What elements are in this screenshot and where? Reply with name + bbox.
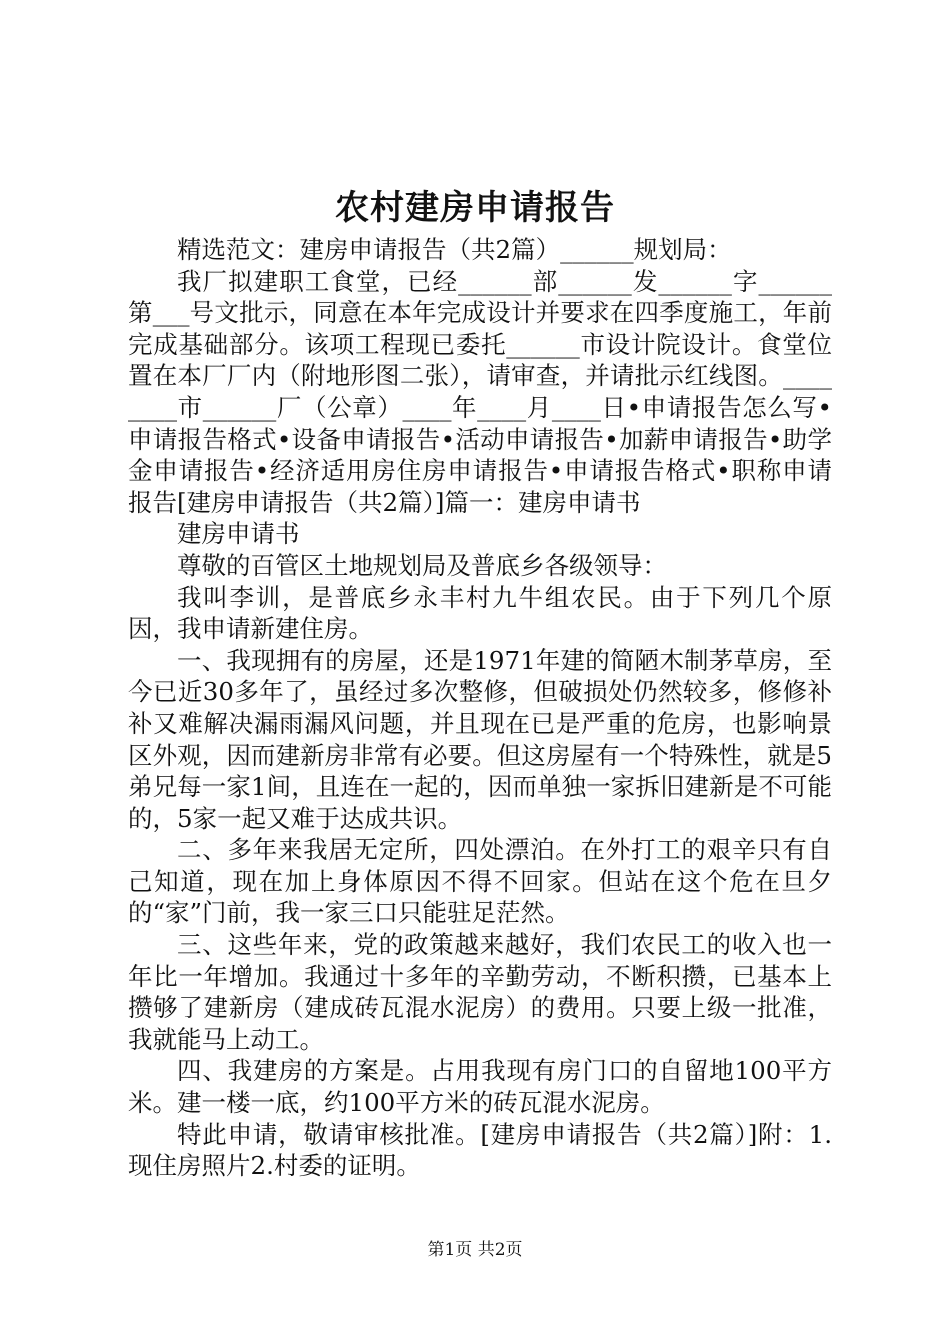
paragraph: 三、这些年来，党的政策越来越好，我们农民工的收入也一年比一年增加。我通过十多年的辛勤劳动，不断积攒，已基本上攒够了建新房（建成砖瓦混水泥房）的费用。只要上级一批准，我就能马上动工。 (128, 930, 832, 1054)
page-footer: 第1页 共2页 (427, 1240, 523, 1260)
paragraph: 特此申请，敬请审核批准。[建房申请报告（共2篇）]附：1.现住房照片2.村委的证明。 (128, 1119, 832, 1181)
paragraph: 精选范文：建房申请报告（共2篇）______规划局： (177, 235, 732, 264)
paragraph: 建房申请书 (177, 519, 300, 549)
paragraph: 一、我现拥有的房屋，还是1971年建的简陋木制茅草房，至今已近30多年了，虽经过多次整修，但破损处仍然较多，修修补补又难解决漏雨漏风问题，并且现在已是严重的危房，也影响景区外观，因而建新房非常有必要。但这房屋有一个特殊性，就是5弟兄每一家1间，且连在一起的，因而单独一家拆旧建新是不可能的，5家一起又难于达成共识。 (128, 645, 832, 833)
paragraph: 我叫李训，是普底乡永丰村九牛组农民。由于下列几个原因，我申请新建住房。 (128, 582, 832, 644)
document-title: 农村建房申请报告 (335, 188, 615, 228)
paragraph: 二、多年来我居无定所，四处漂泊。在外打工的艰辛只有自己知道，现在加上身体原因不得不回家。但站在这个危在旦夕的“家”门前，我一家三口只能驻足茫然。 (128, 835, 832, 928)
paragraph: 我厂拟建职工食堂，已经______部______发______字______第___号文批示，同意在本年完成设计并要求在四季度施工，年前完成基础部分。该项工程现已委托______市设计院设计。食堂位置在本厂厂内（附地形图二张），请审查，并请批示红线图。________市______厂（公章）____年____月____日•申请报告怎么写•申请报告格式•设备申请报告•活动申请报告•加薪申请报告•助学金申请报告•经济适用房住房申请报告•申请报告格式•职称申请报告[建房申请报告（共2篇）]篇一：建房申请书 (128, 266, 832, 517)
paragraph: 尊敬的百管区土地规划局及普底乡各级领导： (177, 550, 667, 580)
document-body (128, 234, 832, 1182)
paragraph: 四、我建房的方案是。占用我现有房门口的自留地100平方米。建一楼一底，约100平方米的砖瓦混水泥房。 (128, 1056, 832, 1118)
